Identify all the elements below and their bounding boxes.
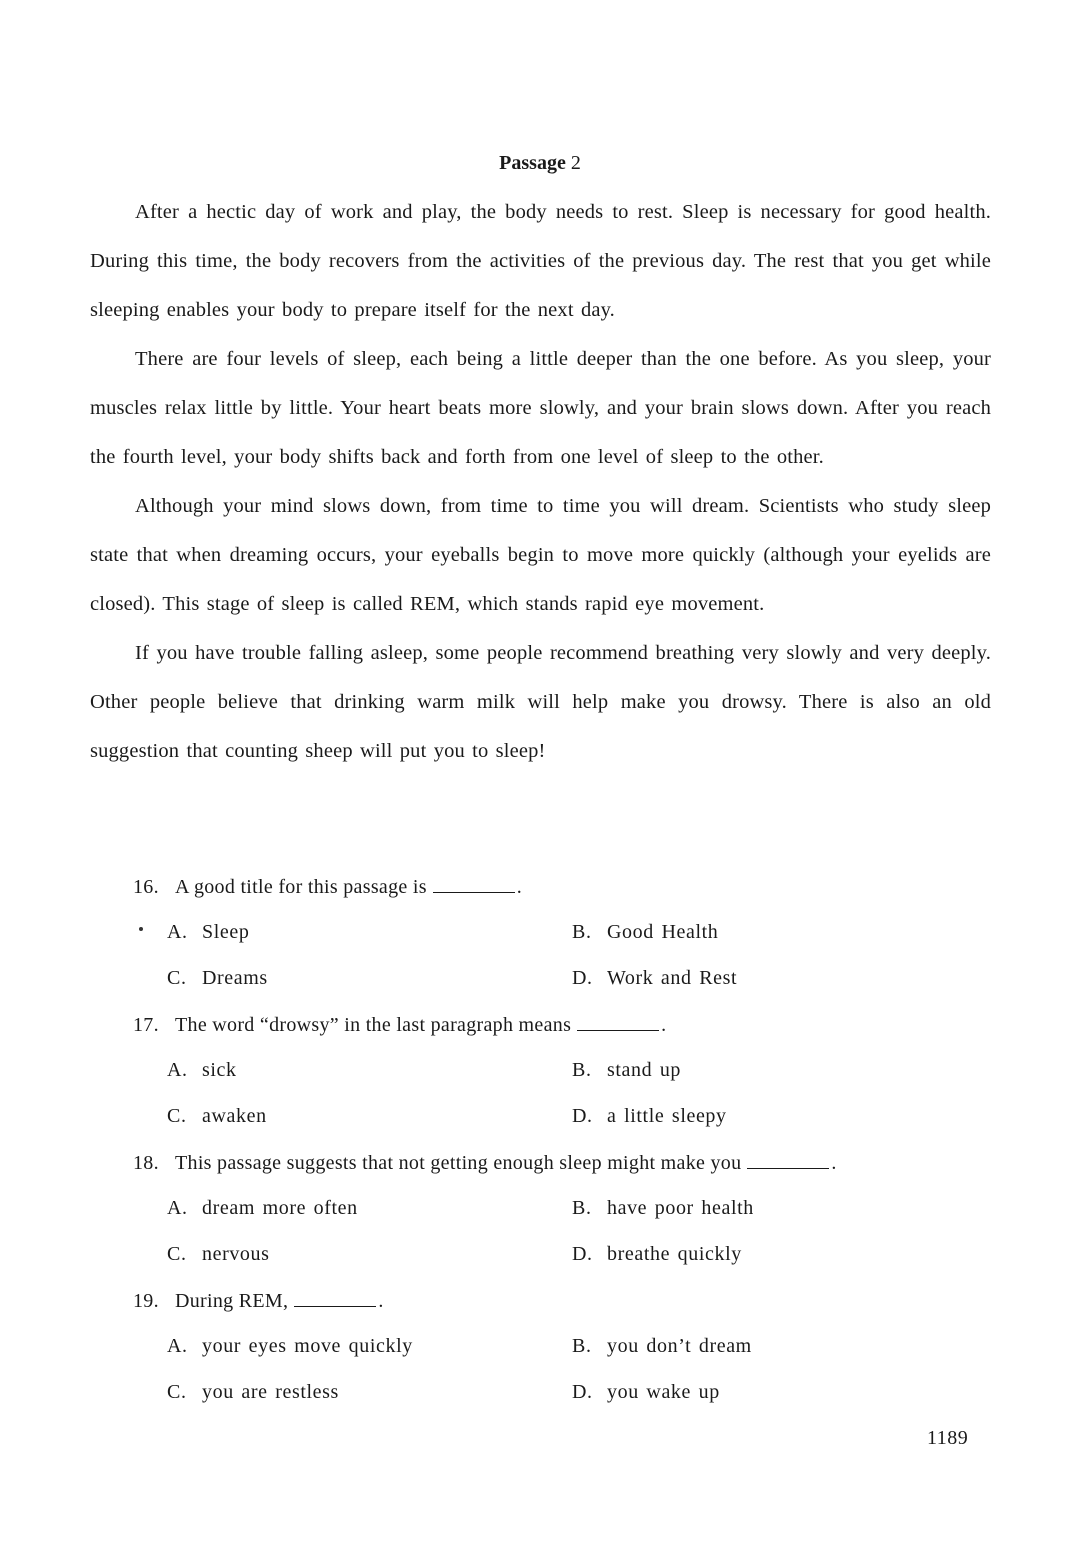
option-text: breathe quickly	[607, 1243, 742, 1265]
option-letter: C.	[167, 967, 187, 989]
option-b	[572, 1193, 754, 1223]
passage-body	[90, 188, 991, 776]
option-a	[167, 1055, 237, 1085]
question-number: 17.	[133, 1014, 159, 1036]
option-row	[133, 1055, 993, 1101]
question-list	[133, 871, 993, 1423]
question-16	[133, 871, 993, 917]
option-text: sick	[202, 1059, 237, 1081]
option-text: Dreams	[202, 967, 268, 989]
option-d	[572, 1239, 742, 1269]
print-speck	[139, 927, 143, 931]
paragraph-4: If you have trouble falling asleep, some people recommend breathing very slowly and very deeply. Other people believe that drinking warm milk will help make you drowsy. There is also an old suggestion that counting sheep will put you to sleep!	[90, 642, 991, 762]
option-text: awaken	[202, 1105, 267, 1127]
question-18	[133, 1147, 993, 1193]
option-letter: D.	[572, 1105, 593, 1127]
question-number: 19.	[133, 1290, 159, 1312]
option-row	[133, 1193, 993, 1239]
question-number: 16.	[133, 876, 159, 898]
passage-title	[0, 149, 1080, 177]
paragraph-2: There are four levels of sleep, each being a little deeper than the one before. As you sleep, your muscles relax little by little. Your heart beats more slowly, and your brain slows down. After you reach the fourth level, your body shifts back and forth from one level of sleep to the other.	[90, 348, 991, 468]
option-text: you don’t dream	[607, 1335, 752, 1357]
option-text: dream more often	[202, 1197, 358, 1219]
question-stem: The word “drowsy” in the last paragraph means	[175, 1014, 572, 1036]
option-c	[167, 1101, 267, 1131]
answer-blank	[294, 1285, 376, 1307]
option-text: Good Health	[607, 921, 719, 943]
question-stem: During REM,	[175, 1290, 289, 1312]
option-row	[133, 917, 993, 963]
option-letter: D.	[572, 1243, 593, 1265]
passage-title-word: Passage	[499, 152, 566, 174]
option-text: have poor health	[607, 1197, 754, 1219]
option-letter: D.	[572, 967, 593, 989]
option-d	[572, 1377, 720, 1407]
option-text: a little sleepy	[607, 1105, 727, 1127]
question-stem: This passage suggests that not getting enough sleep might make you	[175, 1152, 742, 1174]
option-b	[572, 917, 718, 947]
option-letter: C.	[167, 1381, 187, 1403]
option-row	[133, 1101, 993, 1147]
option-letter: A.	[167, 921, 188, 943]
option-c	[167, 963, 268, 993]
question-stem: A good title for this passage is	[175, 876, 427, 898]
page-number: 1189	[927, 1427, 969, 1449]
option-letter: A.	[167, 1335, 188, 1357]
option-row	[133, 1377, 993, 1423]
option-a	[167, 917, 249, 947]
option-row	[133, 1331, 993, 1377]
question-end: .	[831, 1152, 837, 1174]
question-end: .	[661, 1014, 667, 1036]
passage-title-number: 2	[570, 152, 581, 174]
option-a	[167, 1193, 358, 1223]
option-letter: C.	[167, 1105, 187, 1127]
option-letter: B.	[572, 921, 592, 943]
option-b	[572, 1055, 681, 1085]
option-letter: A.	[167, 1059, 188, 1081]
option-text: you wake up	[607, 1381, 720, 1403]
option-letter: B.	[572, 1059, 592, 1081]
option-c	[167, 1239, 270, 1269]
paragraph-3: Although your mind slows down, from time to time you will dream. Scientists who study sleep state that when dreaming occurs, your eyeballs begin to move more quickly (although your eyelids are closed). This stage of sleep is called REM, which stands rapid eye movement.	[90, 495, 991, 615]
option-c	[167, 1377, 339, 1407]
answer-blank	[433, 871, 515, 893]
option-d	[572, 963, 737, 993]
question-end: .	[378, 1290, 384, 1312]
option-text: nervous	[202, 1243, 270, 1265]
option-row	[133, 1239, 993, 1285]
question-17	[133, 1009, 993, 1055]
option-d	[572, 1101, 727, 1131]
question-19	[133, 1285, 993, 1331]
option-text: you are restless	[202, 1381, 339, 1403]
question-end: .	[516, 876, 523, 898]
option-letter: D.	[572, 1381, 593, 1403]
option-b	[572, 1331, 752, 1361]
option-letter: A.	[167, 1197, 188, 1219]
option-letter: B.	[572, 1335, 592, 1357]
answer-blank	[577, 1009, 659, 1031]
paragraph-1: After a hectic day of work and play, the body needs to rest. Sleep is necessary for good health. During this time, the body recovers from the activities of the previous day. The rest that you get while sleeping enables your body to prepare itself for the next day.	[90, 201, 991, 321]
option-row	[133, 963, 993, 1009]
option-letter: C.	[167, 1243, 187, 1265]
question-number: 18.	[133, 1152, 159, 1174]
answer-blank	[747, 1147, 829, 1169]
option-text: Work and Rest	[607, 967, 738, 989]
option-a	[167, 1331, 413, 1361]
option-text: Sleep	[202, 921, 250, 943]
option-text: stand up	[607, 1059, 682, 1081]
option-letter: B.	[572, 1197, 592, 1219]
option-text: your eyes move quickly	[202, 1335, 413, 1357]
